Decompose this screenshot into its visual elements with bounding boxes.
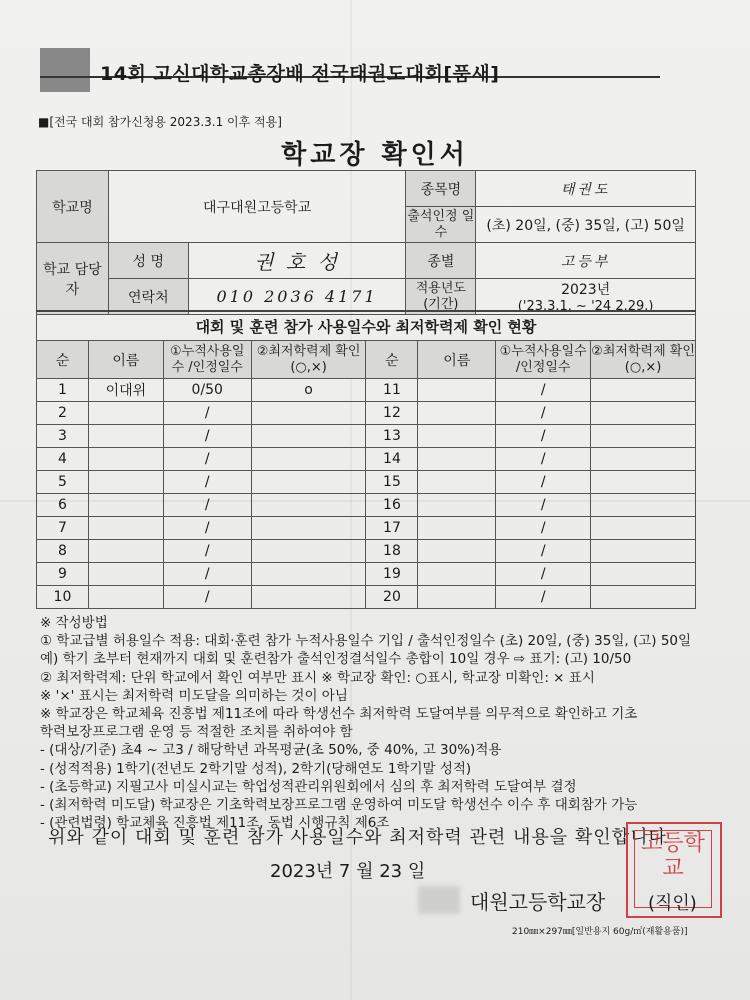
row-days: / xyxy=(496,563,591,586)
row-check xyxy=(251,517,366,540)
row-no: 1 xyxy=(37,379,89,402)
row-days: / xyxy=(163,517,251,540)
confirmation-text: 위와 같이 대회 및 훈련 참가 사용일수와 최저학력 관련 내용을 확인합니다 xyxy=(48,827,667,848)
info-table xyxy=(36,170,696,315)
header-name: 이름 xyxy=(418,341,496,379)
row-check xyxy=(251,425,366,448)
header-no: 순 xyxy=(37,341,89,379)
row-name xyxy=(418,448,496,471)
note-line: - (대상/기준) 초4 ~ 고3 / 해당학년 과목평균(초 50%, 중 40%, 고 30%)적용 xyxy=(40,742,502,759)
row-no: 8 xyxy=(37,540,89,563)
redacted-region xyxy=(418,886,460,914)
row-name xyxy=(88,471,163,494)
table-row xyxy=(37,540,696,563)
table-row xyxy=(37,494,696,517)
note-line: 예) 학기 초부터 현재까지 대회 및 훈련참가 출석인정결석일수 총합이 10일 경우 ⇨ 표기: (고) 10/50 xyxy=(40,651,632,668)
status-title: 대회 및 훈련 참가 사용일수와 최저학력제 확인 현황 xyxy=(37,311,696,341)
row-days: / xyxy=(496,425,591,448)
row-days: / xyxy=(496,494,591,517)
row-name xyxy=(418,586,496,609)
table-row xyxy=(37,563,696,586)
row-days: / xyxy=(496,471,591,494)
row-no: 12 xyxy=(366,402,418,425)
row-check xyxy=(591,586,696,609)
table-row xyxy=(37,425,696,448)
row-days: / xyxy=(163,586,251,609)
row-check xyxy=(591,517,696,540)
competition-title: 14회 고신대학교총장배 전국태권도대회[품새] xyxy=(100,63,500,85)
row-no: 10 xyxy=(37,586,89,609)
row-check xyxy=(251,448,366,471)
manager-name: 권 호 성 xyxy=(188,243,406,279)
row-no: 5 xyxy=(37,471,89,494)
row-no: 13 xyxy=(366,425,418,448)
header-days: ①누적사용일수 /인정일수 xyxy=(163,341,251,379)
row-no: 9 xyxy=(37,563,89,586)
row-check xyxy=(591,379,696,402)
row-name xyxy=(418,379,496,402)
row-check xyxy=(591,402,696,425)
row-no: 6 xyxy=(37,494,89,517)
row-no: 20 xyxy=(366,586,418,609)
note-line: ② 최저학력제: 단위 학교에서 확인 여부만 표시 ※ 학교장 확인: ○표시, 학교장 미확인: × 표시 xyxy=(40,669,595,686)
document-title: 학교장 확인서 xyxy=(281,140,469,170)
row-name xyxy=(418,540,496,563)
year-label: 적용년도 (기간) xyxy=(406,279,476,315)
row-check xyxy=(251,586,366,609)
table-row xyxy=(37,379,696,402)
row-check xyxy=(591,563,696,586)
row-name xyxy=(418,402,496,425)
table-row xyxy=(37,471,696,494)
attendance-value: (초) 20일, (중) 35일, (고) 50일 xyxy=(476,207,696,243)
row-check xyxy=(251,471,366,494)
seal-text: 고등학교 xyxy=(634,830,712,908)
row-check xyxy=(591,494,696,517)
row-days: / xyxy=(163,563,251,586)
header-check: ②최저학력제 확인(○,×) xyxy=(251,341,366,379)
period-value: ('23.3.1. ~ '24 2.29.) xyxy=(517,299,654,314)
row-name xyxy=(88,448,163,471)
row-name xyxy=(88,402,163,425)
row-days: / xyxy=(163,448,251,471)
row-days: / xyxy=(163,425,251,448)
row-no: 11 xyxy=(366,379,418,402)
manager-label: 학교 담당자 xyxy=(37,243,109,315)
row-days: / xyxy=(496,517,591,540)
row-days: / xyxy=(163,402,251,425)
row-name xyxy=(418,494,496,517)
row-name: 이대위 xyxy=(88,379,163,402)
row-name xyxy=(418,425,496,448)
contact-label: 연락처 xyxy=(108,279,188,315)
table-row xyxy=(37,402,696,425)
row-no: 14 xyxy=(366,448,418,471)
row-check xyxy=(591,471,696,494)
row-name xyxy=(88,563,163,586)
row-days: 0/50 xyxy=(163,379,251,402)
row-days: / xyxy=(496,402,591,425)
row-no: 7 xyxy=(37,517,89,540)
note-line: - (최저학력 미도달) 학교장은 기초학력보장프로그램 운영하여 미도달 학생선수 이수 후 대회참가 가능 xyxy=(40,797,638,814)
row-days: / xyxy=(496,379,591,402)
header-no: 순 xyxy=(366,341,418,379)
row-days: / xyxy=(496,586,591,609)
school-value: 대구대원고등학교 xyxy=(108,171,406,243)
row-days: / xyxy=(496,540,591,563)
table-row xyxy=(37,586,696,609)
row-days: / xyxy=(163,471,251,494)
row-check xyxy=(591,425,696,448)
category-value: 고등부 xyxy=(476,243,696,279)
year-value: 2023년 xyxy=(561,282,611,298)
row-no: 18 xyxy=(366,540,418,563)
status-body xyxy=(37,379,696,609)
note-line: - (성적적용) 1학기(전년도 2학기말 성적), 2학기(당해연도 1학기말 성적) xyxy=(40,760,472,777)
row-days: / xyxy=(163,540,251,563)
row-no: 19 xyxy=(366,563,418,586)
row-no: 15 xyxy=(366,471,418,494)
instructions xyxy=(40,614,720,832)
status-table xyxy=(36,310,696,609)
category-label: 종별 xyxy=(406,243,476,279)
paper-spec: 210㎜×297㎜[일반용지 60g/㎡(재활용품)] xyxy=(512,927,688,937)
school-label: 학교명 xyxy=(37,171,109,243)
row-no: 4 xyxy=(37,448,89,471)
note-line: ① 학교급별 허용일수 적용: 대회·훈련 참가 누적사용일수 기입 / 출석인정일수 (초) 20일, (중) 35일, (고) 50일 xyxy=(40,633,692,650)
row-name xyxy=(88,517,163,540)
event-value: 태권도 xyxy=(476,171,696,207)
note-line: - (관련법령) 학교체육 진흥법 제11조, 동법 시행규칙 제6조 xyxy=(40,815,390,832)
row-no: 2 xyxy=(37,402,89,425)
attendance-label: 출석인정 일수 xyxy=(406,207,476,243)
header-name: 이름 xyxy=(88,341,163,379)
note-line: ※ 작성방법 xyxy=(40,615,108,631)
applied-note: ■[전국 대회 참가신청용 2023.3.1 이후 적용] xyxy=(38,115,282,129)
issue-date: 2023년 7 월 23 일 xyxy=(270,861,426,882)
row-no: 16 xyxy=(366,494,418,517)
row-name xyxy=(418,471,496,494)
row-name xyxy=(418,563,496,586)
row-days: / xyxy=(496,448,591,471)
event-label: 종목명 xyxy=(406,171,476,207)
note-line: - (초등학교) 지필고사 미실시교는 학업성적관리위원회에서 심의 후 최저학력 도달여부 결정 xyxy=(40,778,577,795)
seal-label: (직인) xyxy=(648,893,697,914)
row-check xyxy=(591,448,696,471)
note-line: 학력보장프로그램 운영 등 적절한 조치를 취하여야 함 xyxy=(40,724,353,741)
row-check xyxy=(591,540,696,563)
table-row xyxy=(37,448,696,471)
row-no: 3 xyxy=(37,425,89,448)
row-name xyxy=(418,517,496,540)
row-check xyxy=(251,563,366,586)
row-check xyxy=(251,494,366,517)
table-row xyxy=(37,517,696,540)
principal-school: 대원고등학교장 xyxy=(470,890,606,914)
row-name xyxy=(88,425,163,448)
row-no: 17 xyxy=(366,517,418,540)
row-days: / xyxy=(163,494,251,517)
row-name xyxy=(88,494,163,517)
header-days: ①누적사용일수 /인정일수 xyxy=(496,341,591,379)
note-line: ※ 학교장은 학교체육 진흥법 제11조에 따라 학생선수 최저학력 도달여부를 의무적으로 확인하고 기초 xyxy=(40,706,638,723)
header-check: ②최저학력제 확인(○,×) xyxy=(591,341,696,379)
contact-value: 010 2036 4171 xyxy=(188,279,406,315)
row-check: o xyxy=(251,379,366,402)
row-name xyxy=(88,586,163,609)
note-line: ※ '×' 표시는 최저학력 미도달을 의미하는 것이 아님 xyxy=(40,687,348,704)
row-check xyxy=(251,540,366,563)
name-label: 성 명 xyxy=(108,243,188,279)
row-name xyxy=(88,540,163,563)
row-check xyxy=(251,402,366,425)
